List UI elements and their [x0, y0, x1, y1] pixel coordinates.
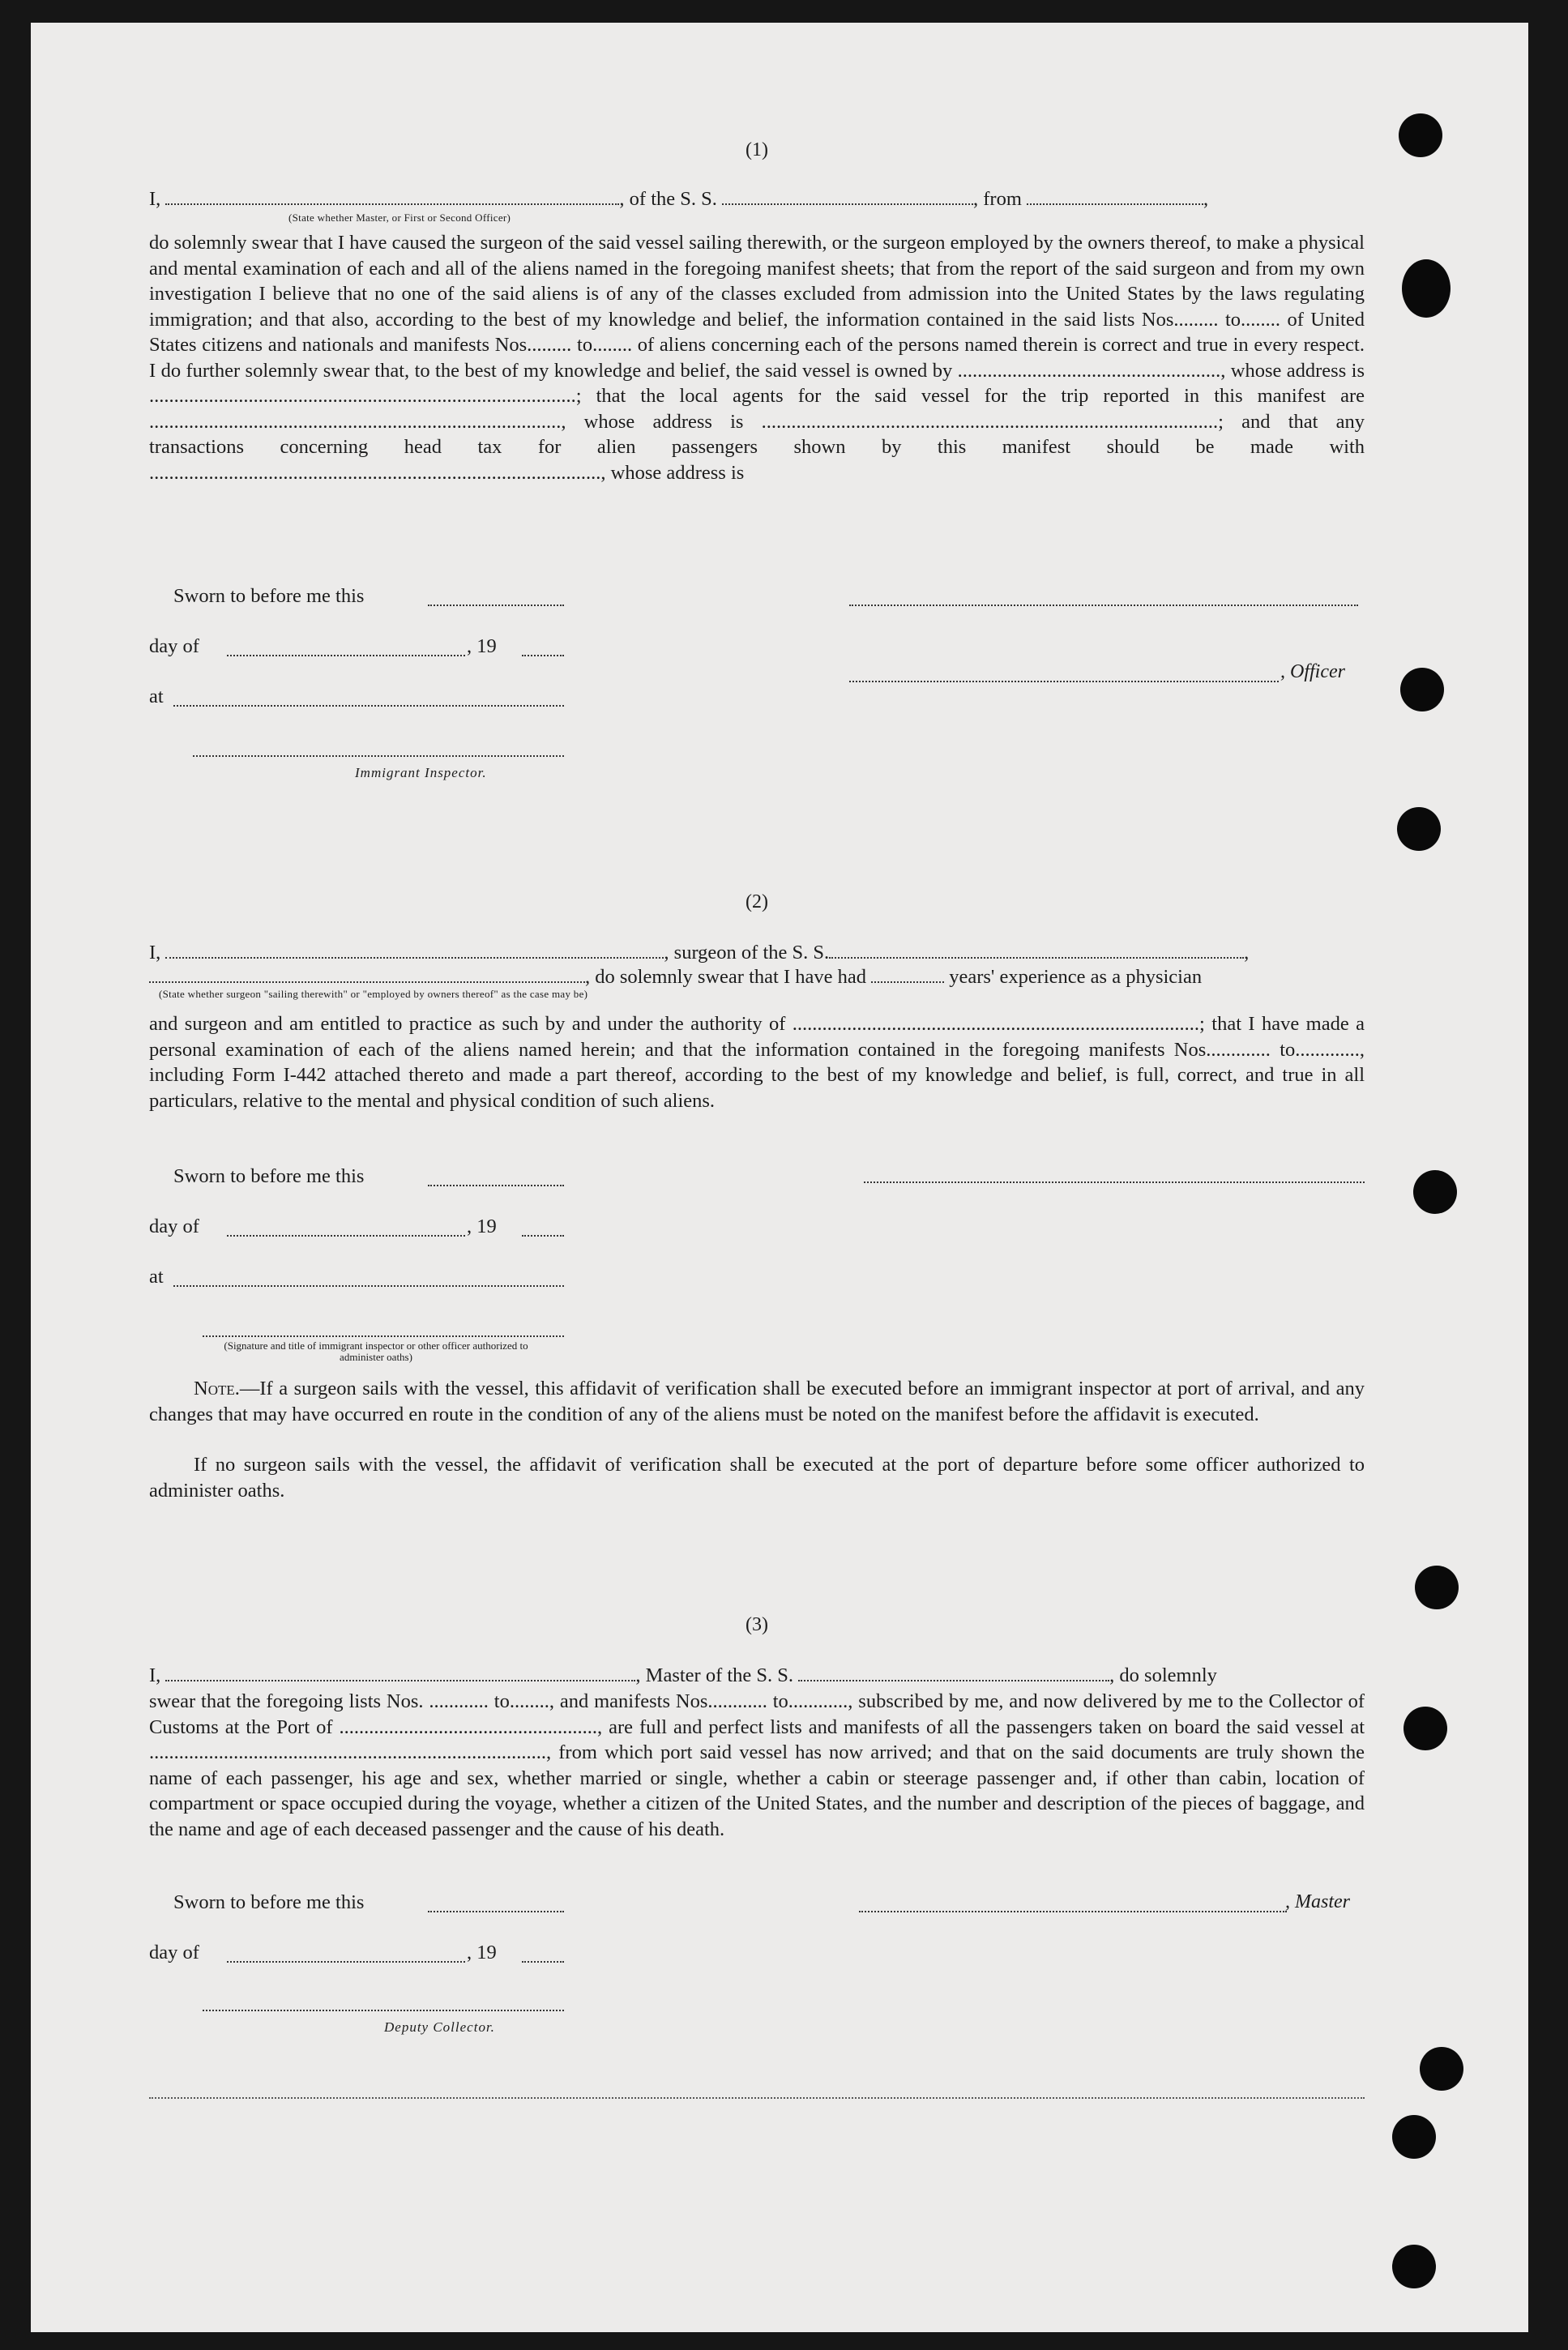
section-2-line-end: , — [1244, 942, 1250, 964]
section-1-first-line — [149, 186, 1365, 212]
immigrant-inspector-caption: Immigrant Inspector. — [355, 765, 487, 780]
at-place-blank — [173, 1285, 564, 1287]
deputy-collector-caption: Deputy Collector. — [384, 2019, 495, 2035]
note-text: —If a surgeon sails with the vessel, this affidavit of verification shall be executed before an immigrant inspector at port of arrival, and any changes that may have occurred en route in the condition of any of the aliens must be noted on the manifest before the affidavit is executed. — [149, 1378, 1365, 1425]
year-blank — [522, 1961, 564, 1963]
section-1-from-label: , from — [973, 188, 1028, 210]
at-text: at — [149, 1266, 164, 1288]
section-1-at-label — [149, 684, 164, 710]
day-blank — [227, 1235, 465, 1237]
at-text: at — [149, 686, 164, 707]
at-place-blank — [173, 705, 564, 707]
inspector-signature-line — [193, 755, 564, 757]
section-2-swear-text: , do solemnly swear that I have had — [585, 966, 872, 988]
surgeon-note — [149, 1376, 1365, 1427]
year-label: , 19 — [467, 1942, 497, 1963]
surgeon-name-blank — [165, 957, 664, 959]
section-1-day-label — [149, 634, 199, 660]
section-3-day-label — [149, 1940, 199, 1966]
section-2-second-line — [149, 964, 1365, 990]
day-of-text: day of — [149, 1216, 199, 1237]
year-label: , 19 — [467, 1216, 497, 1237]
sworn-date-blank — [428, 1911, 564, 1912]
no-surgeon-note: If no surgeon sails with the vessel, the affidavit of verification shall be executed at the port of departure before some officer authorized to administer oaths. — [149, 1454, 1365, 1502]
note-label: Note. — [194, 1378, 240, 1399]
section-2-sworn-label — [173, 1164, 364, 1190]
section-1-number: (1) — [746, 139, 768, 160]
section-3-first-line — [149, 1663, 1365, 1689]
section-3-sworn-label — [173, 1890, 364, 1916]
punch-hole — [1413, 1170, 1457, 1214]
section-2-body: and surgeon and am entitled to practice as such by and under the authority of ..................................................................................; that I have made a personal examination of each of the aliens named herein; and that the information contained in the foregoing manifests Nos............. to............., including Form I-442 attached thereto and made a part thereof, according to the best of my knowledge and belief, is full, correct, and true in all particulars, relative to the mental and physical condition of such aliens. — [149, 1013, 1365, 1112]
section-2-physician-text: years' experience as a physician — [944, 966, 1203, 988]
vessel-name-blank — [722, 203, 973, 205]
sworn-text: Sworn to before me this — [173, 585, 365, 607]
section-3-solemnly: , do solemnly — [1109, 1664, 1217, 1686]
punch-hole — [1420, 2047, 1463, 2091]
master-name-blank — [165, 1680, 635, 1681]
section-2-first-line — [149, 940, 1365, 966]
section-1-officer-caption: (State whether Master, or First or Second Officer) — [288, 212, 511, 224]
surgeon-status-blank — [149, 981, 585, 983]
section-2-surgeon-caption: (State whether surgeon "sailing therewith" or "employed by owners thereof" as the case may be) — [159, 988, 588, 1000]
punch-hole — [1404, 1707, 1447, 1750]
oath-officer-caption: (Signature and title of immigrant inspector or other officer authorized to administer oaths) — [224, 1340, 528, 1363]
master-role-label: , Master — [1285, 1891, 1350, 1912]
section-2-day-label — [149, 1214, 199, 1240]
sworn-date-blank — [428, 605, 564, 606]
section-3-number: (3) — [746, 1614, 768, 1635]
surgeon-signature-line — [864, 1181, 1365, 1183]
year-label: , 19 — [467, 635, 497, 657]
day-of-text: day of — [149, 635, 199, 657]
section-3-body: swear that the foregoing lists Nos. ............ to........, and manifests Nos............ to............, subscribed by me, and now delivered by me to the Collector of Customs at the Port of ...................................................., are full and perfect lists and manifests of all the passengers taken on board the said vessel at ................................................................................, from which port said vessel has now arrived; and that on the said documents are truly shown the name of each passenger, his age and sex, whether married or single, whether a cabin or steerage passenger and, if other than cabin, location of compartment or space occupied during the voyage, whether a citizen of the United States, and the number and description of the pieces of baggage, and the name and age of each deceased passenger and the cause of his death. — [149, 1690, 1365, 1840]
deputy-signature-line — [203, 2010, 564, 2011]
punch-hole — [1399, 113, 1442, 157]
document-page — [31, 23, 1528, 2332]
punch-hole — [1392, 2245, 1436, 2288]
section-1-body: do solemnly swear that I have caused the surgeon of the said vessel sailing therewith, or the surgeon employed by the owners thereof, to make a physical and mental examination of each and all of the aliens named in the foregoing manifest sheets; that from the report of the said surgeon and from my own investigation I believe that no one of the said aliens is of any of the classes excluded from admission into the United States by the laws regulating immigration; and that also, according to the best of my knowledge and belief, the information contained in the said lists Nos......... to........ of United States citizens and nationals and manifests Nos......... to........ of aliens concerning each of the persons named therein is correct and true in every respect. I do further solemnly swear that, to the best of my knowledge and belief, the said vessel is owned by ....................................................., whose address is ......................................................................................; that the local agents for the said vessel for the trip reported in this manifest are ..................................................................................., whose address is ............................................................................................; and that any transactions concerning head tax for alien passengers shown by this manifest should be made with ..........................................................................................., whose address is — [149, 232, 1365, 484]
sworn-date-blank — [428, 1185, 564, 1186]
section-2-at-label — [149, 1264, 164, 1290]
officer-name-blank — [165, 203, 619, 205]
section-1-ss-label: , of the S. S. — [619, 188, 723, 210]
officer-role-label: , Officer — [1280, 661, 1345, 682]
day-blank — [227, 655, 465, 656]
section-2-pronoun: I, — [149, 942, 166, 964]
punch-hole — [1400, 668, 1444, 711]
surgeon-vessel-blank — [829, 957, 1244, 959]
master-signature-line — [859, 1911, 1287, 1912]
section-3-ss-label: , Master of the S. S. — [635, 1664, 799, 1686]
punch-hole — [1392, 2115, 1436, 2159]
day-blank — [227, 1961, 465, 1963]
officer-title-line — [849, 681, 1279, 682]
punch-hole — [1402, 259, 1451, 318]
year-blank — [522, 1235, 564, 1237]
sworn-text: Sworn to before me this — [173, 1165, 365, 1187]
punch-hole — [1397, 807, 1441, 851]
section-1-pronoun: I, — [149, 188, 166, 210]
day-of-text: day of — [149, 1942, 199, 1963]
officer-oath-signature-line — [203, 1335, 564, 1337]
punch-hole — [1415, 1566, 1459, 1609]
sworn-text: Sworn to before me this — [173, 1891, 365, 1913]
section-1-sworn-label — [173, 583, 364, 609]
master-vessel-blank — [798, 1680, 1109, 1681]
section-2-number: (2) — [746, 891, 768, 912]
bottom-rule — [149, 2097, 1365, 2099]
section-1-line-end: , — [1203, 188, 1209, 210]
section-2-ss-label: , surgeon of the S. S. — [664, 942, 830, 964]
section-3-pronoun: I, — [149, 1664, 166, 1686]
years-experience-blank — [871, 981, 944, 983]
departure-port-blank — [1027, 203, 1203, 205]
year-blank — [522, 655, 564, 656]
officer-signature-line — [849, 605, 1358, 606]
